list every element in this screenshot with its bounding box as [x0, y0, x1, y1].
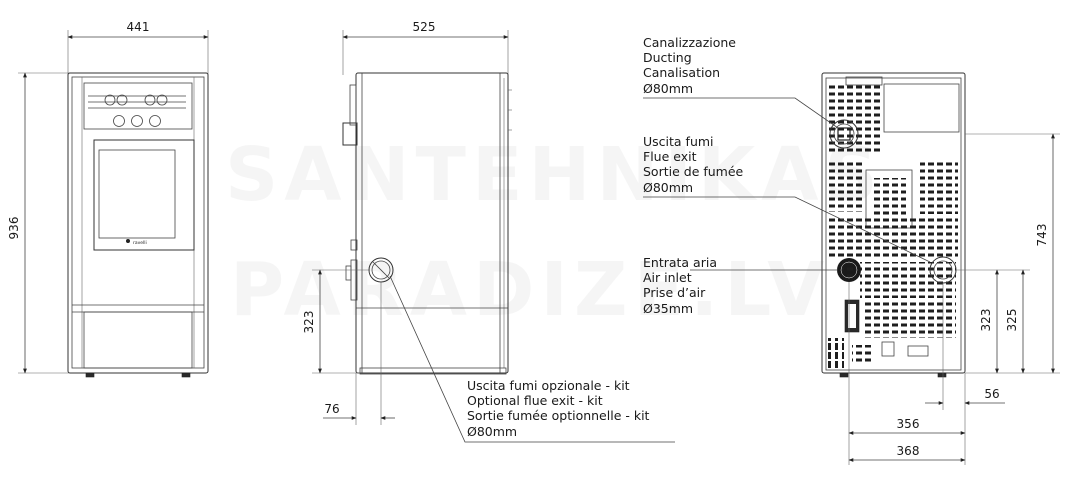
front-width-dim: 441: [126, 20, 150, 34]
air-inlet-line-4: Ø35mm: [643, 301, 694, 316]
ducting-line-1: Canalizzazione: [643, 35, 736, 50]
label-ducting: [643, 35, 736, 96]
flue-exit-line-1: Uscita fumi: [643, 134, 714, 149]
ducting-line-3: Canalisation: [643, 65, 721, 80]
optional-flue-line-2: Optional flue exit - kit: [467, 393, 603, 408]
ducting-line-2: Ducting: [643, 50, 692, 65]
rear-width-356-dim: 356: [896, 417, 920, 431]
front-logo: ravelli: [133, 241, 147, 246]
flue-exit-line-2: Flue exit: [643, 149, 697, 164]
watermark: [225, 132, 884, 333]
side-width-dim: 525: [412, 20, 436, 34]
air-inlet-line-2: Air inlet: [643, 270, 692, 285]
rear-height-325-dim: 325: [1005, 308, 1019, 332]
air-inlet-line-3: Prise d’air: [643, 285, 706, 300]
rear-height-743-dim: 743: [1035, 223, 1049, 247]
optional-flue-line-4: Ø80mm: [467, 424, 518, 439]
front-height-dim: 936: [7, 216, 21, 240]
front-view: [7, 20, 208, 377]
optional-flue-line-1: Uscita fumi opzionale - kit: [467, 378, 630, 393]
rear-width-368-dim: 368: [896, 444, 920, 458]
side-exit-offset-dim: 76: [324, 402, 340, 416]
rear-height-323-dim: 323: [979, 308, 993, 332]
label-optional-flue: [467, 378, 650, 439]
watermark-line1: [225, 132, 884, 218]
flue-exit-line-4: Ø80mm: [643, 180, 694, 195]
ducting-line-4: Ø80mm: [643, 81, 694, 96]
side-exit-height-dim: 323: [302, 310, 316, 334]
flue-exit-line-3: Sortie de fumée: [643, 164, 744, 179]
air-inlet-line-1: Entrata aria: [643, 255, 717, 270]
optional-flue-line-3: Sortie fumée optionnelle - kit: [467, 408, 650, 423]
rear-offset-56-dim: 56: [984, 387, 1000, 401]
